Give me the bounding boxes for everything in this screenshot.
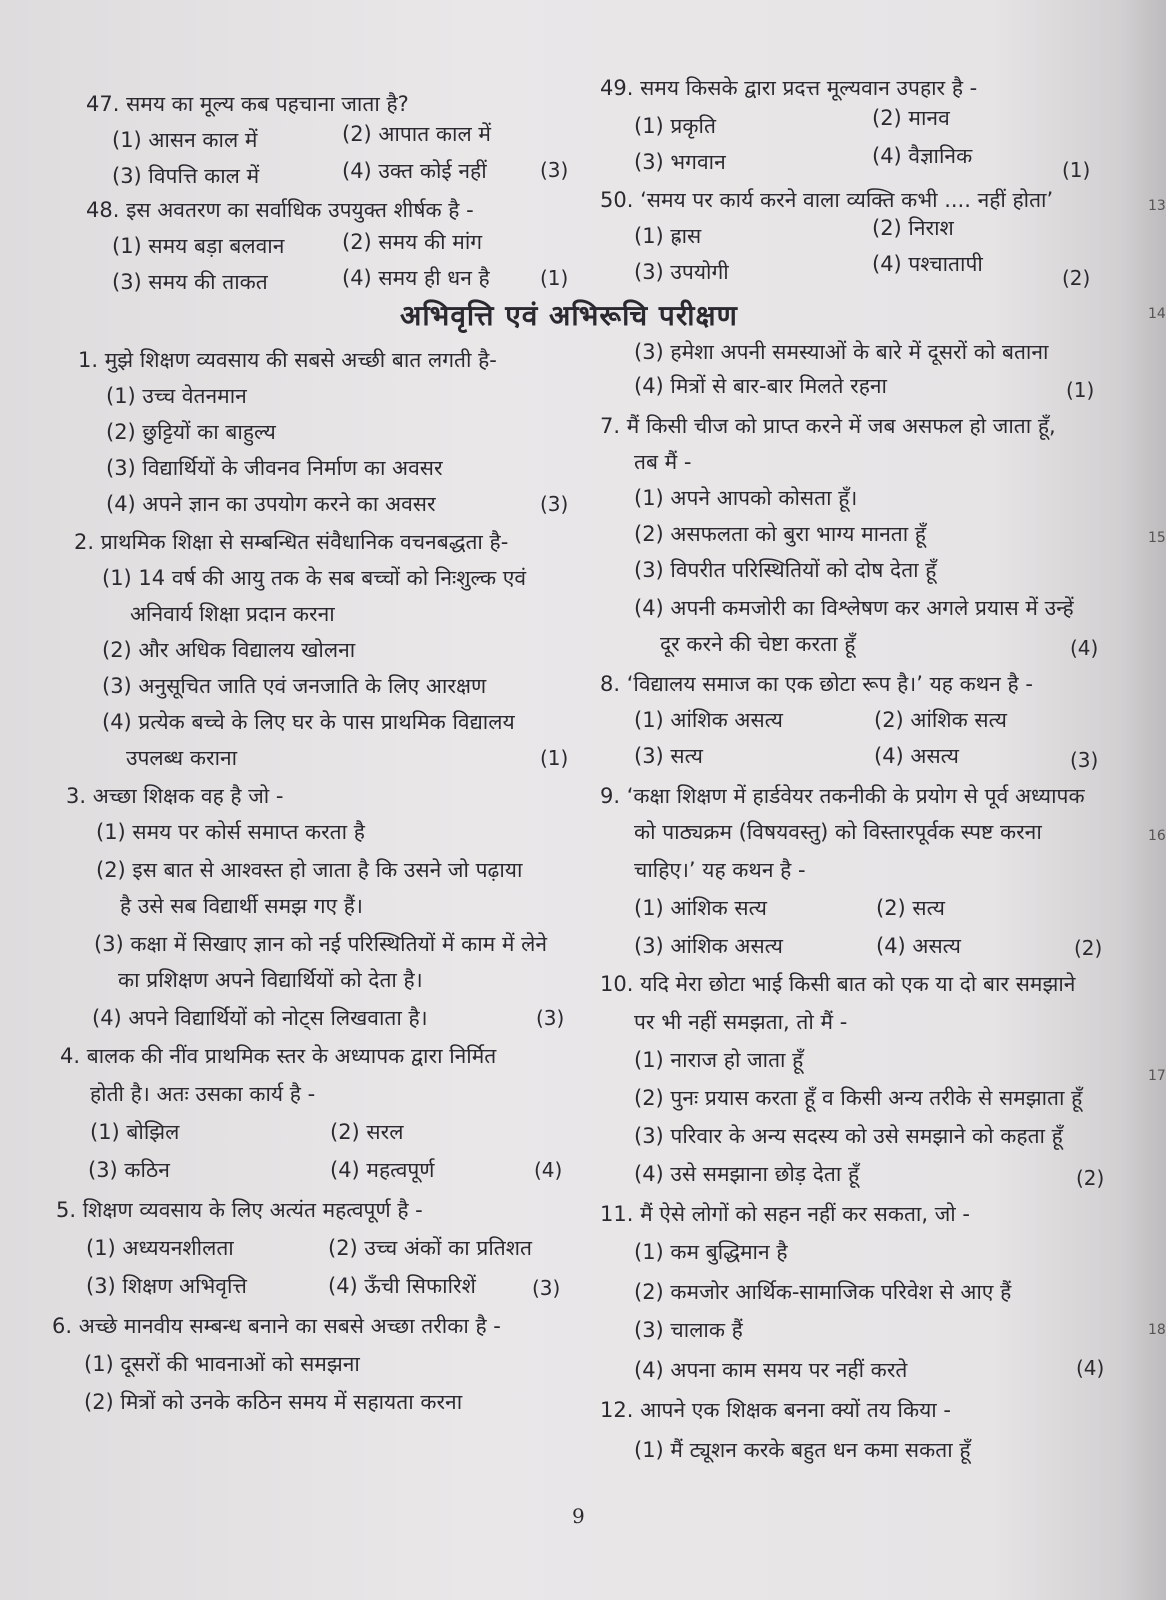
- edge-mark: 18: [1148, 1322, 1166, 1338]
- q5-option-4: (4) ऊँची सिफारिशें: [328, 1274, 476, 1298]
- q11-option-1: (1) कम बुद्धिमान है: [634, 1240, 788, 1264]
- q10-option-1: (1) नाराज हो जाता हूँ: [634, 1048, 804, 1072]
- q2-option-4-line-2: उपलब्ध कराना: [126, 746, 238, 770]
- q11-answer: (4): [1076, 1356, 1105, 1380]
- q50-option-4: (4) पश्चातापी: [872, 252, 983, 276]
- edge-mark: 14: [1148, 306, 1166, 322]
- q8-option-4: (4) असत्य: [874, 744, 959, 768]
- q1-answer: (3): [540, 492, 569, 516]
- question-4-line-2: होती है। अतः उसका कार्य है -: [90, 1082, 316, 1106]
- q9-option-2: (2) सत्य: [876, 896, 945, 920]
- q6-option-4: (4) मित्रों से बार-बार मिलते रहना: [634, 374, 888, 398]
- edge-mark: 17: [1148, 1068, 1166, 1084]
- question-11: 11. मैं ऐसे लोगों को सहन नहीं कर सकता, जो -: [600, 1202, 970, 1226]
- q48-answer: (1): [540, 266, 569, 290]
- q47-option-1: (1) आसन काल में: [112, 128, 258, 152]
- question-1: 1. मुझे शिक्षण व्यवसाय की सबसे अच्छी बात लगती है-: [78, 348, 497, 372]
- q49-option-1: (1) प्रकृति: [634, 114, 716, 138]
- question-5: 5. शिक्षण व्यवसाय के लिए अत्यंत महत्वपूर्ण है -: [56, 1198, 423, 1222]
- q3-option-3-line-2: का प्रशिक्षण अपने विद्यार्थियों को देता है।: [118, 968, 423, 992]
- q7-option-2: (2) असफलता को बुरा भाग्य मानता हूँ: [634, 522, 926, 546]
- q2-option-3: (3) अनुसूचित जाति एवं जनजाति के लिए आरक्षण: [102, 674, 487, 698]
- q49-answer: (1): [1062, 158, 1091, 182]
- question-6: 6. अच्छे मानवीय सम्बन्ध बनाने का सबसे अच्छा तरीका है -: [52, 1314, 501, 1338]
- q10-option-3: (3) परिवार के अन्य सदस्य को उसे समझाने को कहता हूँ: [634, 1124, 1063, 1148]
- q11-option-2: (2) कमजोर आर्थिक-सामाजिक परिवेश से आए हैं: [634, 1280, 1012, 1304]
- q3-option-3-line-1: (3) कक्षा में सिखाए ज्ञान को नई परिस्थितियों में काम में लेने: [94, 932, 548, 956]
- q50-option-3: (3) उपयोगी: [634, 260, 729, 284]
- q10-answer: (2): [1076, 1166, 1105, 1190]
- q50-option-1: (1) ह्रास: [634, 224, 702, 248]
- q9-option-3: (3) आंशिक असत्य: [634, 934, 783, 958]
- q47-answer: (3): [540, 158, 569, 182]
- question-9-line-1: 9. ‘कक्षा शिक्षण में हार्डवेयर तकनीकी के प्रयोग से पूर्व अध्यापक: [600, 784, 1085, 808]
- edge-mark: 13: [1148, 198, 1166, 214]
- q1-option-3: (3) विद्यार्थियों के जीवनव निर्माण का अवसर: [106, 456, 443, 480]
- q8-option-2: (2) आंशिक सत्य: [874, 708, 1007, 732]
- q1-option-4: (4) अपने ज्ञान का उपयोग करने का अवसर: [106, 492, 436, 516]
- question-12: 12. आपने एक शिक्षक बनना क्यों तय किया -: [600, 1398, 951, 1422]
- q8-option-3: (3) सत्य: [634, 744, 703, 768]
- q7-answer: (4): [1070, 636, 1099, 660]
- q50-answer: (2): [1062, 266, 1091, 290]
- question-47: 47. समय का मूल्य कब पहचाना जाता है?: [86, 92, 409, 116]
- q11-option-4: (4) अपना काम समय पर नहीं करते: [634, 1358, 908, 1382]
- q2-option-1-line-1: (1) 14 वर्ष की आयु तक के सब बच्चों को निःशुल्क एवं: [102, 566, 527, 590]
- question-7-line-1: 7. मैं किसी चीज को प्राप्त करने में जब असफल हो जाता हूँ,: [600, 414, 1056, 438]
- q6-option-1: (1) दूसरों की भावनाओं को समझना: [84, 1352, 360, 1376]
- section-heading: अभिवृत्ति एवं अभिरूचि परीक्षण: [400, 299, 738, 332]
- q48-option-3: (3) समय की ताकत: [112, 270, 268, 294]
- q12-option-1: (1) मैं ट्यूशन करके बहुत धन कमा सकता हूँ: [634, 1438, 971, 1462]
- q1-option-2: (2) छुट्टियों का बाहुल्य: [106, 420, 276, 444]
- q7-option-1: (1) अपने आपको कोसता हूँ।: [634, 486, 858, 510]
- q3-option-1: (1) समय पर कोर्स समाप्त करता है: [96, 820, 365, 844]
- q10-option-4: (4) उसे समझाना छोड़ देता हूँ: [634, 1162, 860, 1186]
- q2-answer: (1): [540, 746, 569, 770]
- question-50: 50. ‘समय पर कार्य करने वाला व्यक्ति कभी .... नहीं होता’: [600, 188, 1054, 212]
- q49-option-2: (2) मानव: [872, 106, 950, 130]
- q6-option-2: (2) मित्रों को उनके कठिन समय में सहायता करना: [84, 1390, 463, 1414]
- q48-option-2: (2) समय की मांग: [342, 230, 483, 254]
- q47-option-4: (4) उक्त कोई नहीं: [342, 159, 487, 183]
- q2-option-4-line-1: (4) प्रत्येक बच्चे के लिए घर के पास प्राथमिक विद्यालय: [102, 710, 515, 734]
- q11-option-3: (3) चालाक हैं: [634, 1318, 743, 1342]
- q9-answer: (2): [1074, 936, 1103, 960]
- question-2: 2. प्राथमिक शिक्षा से सम्बन्धित संवैधानिक वचनबद्धता है-: [74, 530, 509, 554]
- q48-option-1: (1) समय बड़ा बलवान: [112, 234, 285, 258]
- q4-option-4: (4) महत्वपूर्ण: [330, 1158, 435, 1182]
- question-4-line-1: 4. बालक की नींव प्राथमिक स्तर के अध्यापक द्वारा निर्मित: [60, 1044, 497, 1068]
- q7-option-4-line-1: (4) अपनी कमजोरी का विश्लेषण कर अगले प्रयास में उन्हें: [634, 596, 1074, 620]
- q4-option-2: (2) सरल: [330, 1120, 404, 1144]
- q47-option-2: (2) आपात काल में: [342, 122, 491, 146]
- q8-option-1: (1) आंशिक असत्य: [634, 708, 783, 732]
- q5-option-3: (3) शिक्षण अभिवृत्ति: [86, 1274, 247, 1298]
- question-48: 48. इस अवतरण का सर्वाधिक उपयुक्त शीर्षक है -: [86, 198, 474, 222]
- q8-answer: (3): [1070, 748, 1099, 772]
- q9-option-1: (1) आंशिक सत्य: [634, 896, 767, 920]
- q5-option-1: (1) अध्ययनशीलता: [86, 1236, 234, 1260]
- question-7-line-2: तब मैं -: [634, 450, 692, 474]
- q2-option-1-line-2: अनिवार्य शिक्षा प्रदान करना: [130, 602, 335, 626]
- q7-option-4-line-2: दूर करने की चेष्टा करता हूँ: [660, 632, 856, 656]
- q3-option-2-line-2: है उसे सब विद्यार्थी समझ गए हैं।: [120, 894, 363, 918]
- question-8: 8. ‘विद्यालय समाज का एक छोटा रूप है।’ यह कथन है -: [600, 672, 1033, 696]
- q49-option-4: (4) वैज्ञानिक: [872, 144, 973, 168]
- q5-option-2: (2) उच्च अंकों का प्रतिशत: [328, 1236, 532, 1260]
- q3-option-4: (4) अपने विद्यार्थियों को नोट्स लिखवाता है।: [92, 1006, 428, 1030]
- question-10-line-2: पर भी नहीं समझता, तो मैं -: [634, 1010, 848, 1034]
- page-number: 9: [572, 1504, 585, 1528]
- question-9-line-2: को पाठ्यक्रम (विषयवस्तु) को विस्तारपूर्वक स्पष्ट करना: [634, 820, 1042, 844]
- q7-option-3: (3) विपरीत परिस्थितियों को दोष देता हूँ: [634, 558, 937, 582]
- q48-option-4: (4) समय ही धन है: [342, 266, 490, 290]
- q4-answer: (4): [534, 1158, 563, 1182]
- q1-option-1: (1) उच्च वेतनमान: [106, 384, 247, 408]
- q5-answer: (3): [532, 1276, 561, 1300]
- question-49: 49. समय किसके द्वारा प्रदत्त मूल्यवान उपहार है -: [600, 76, 978, 100]
- q47-option-3: (3) विपत्ति काल में: [112, 164, 260, 188]
- q2-option-2: (2) और अधिक विद्यालय खोलना: [102, 638, 356, 662]
- q10-option-2: (2) पुनः प्रयास करता हूँ व किसी अन्य तरीके से समझाता हूँ: [634, 1086, 1083, 1110]
- question-3: 3. अच्छा शिक्षक वह है जो -: [66, 784, 284, 808]
- q50-option-2: (2) निराश: [872, 216, 954, 240]
- q4-option-3: (3) कठिन: [88, 1158, 170, 1182]
- edge-mark: 16: [1148, 828, 1166, 844]
- q4-option-1: (1) बोझिल: [90, 1120, 180, 1144]
- q6-answer: (1): [1066, 378, 1095, 402]
- question-10-line-1: 10. यदि मेरा छोटा भाई किसी बात को एक या दो बार समझाने: [600, 972, 1076, 996]
- q6-option-3: (3) हमेशा अपनी समस्याओं के बारे में दूसरों को बताना: [634, 340, 1049, 364]
- q9-option-4: (4) असत्य: [876, 934, 961, 958]
- q49-option-3: (3) भगवान: [634, 150, 726, 174]
- question-9-line-3: चाहिए।’ यह कथन है -: [634, 858, 806, 882]
- edge-mark: 15: [1148, 530, 1166, 546]
- q3-option-2-line-1: (2) इस बात से आश्वस्त हो जाता है कि उसने जो पढ़ाया: [96, 858, 523, 882]
- q3-answer: (3): [536, 1006, 565, 1030]
